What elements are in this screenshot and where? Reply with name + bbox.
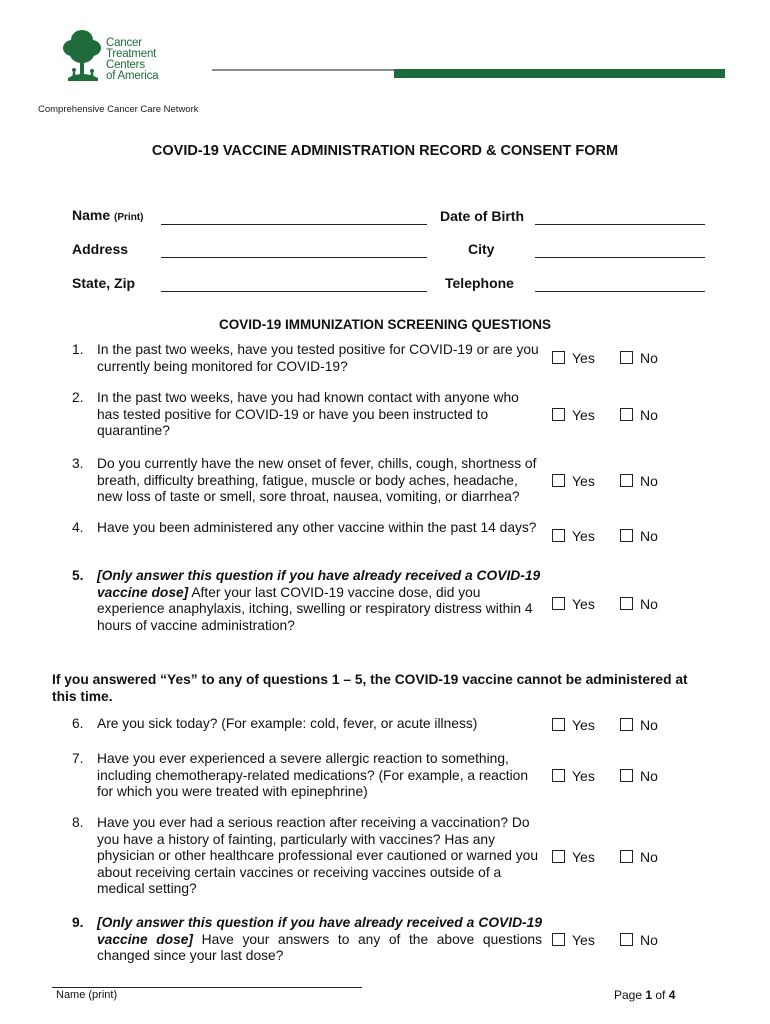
checkbox-icon[interactable]: [620, 933, 633, 946]
telephone-field[interactable]: [535, 291, 705, 292]
city-label: City: [468, 241, 495, 257]
form-title: COVID-19 VACCINE ADMINISTRATION RECORD & CONSENT FORM: [151, 143, 619, 159]
no-label: No: [640, 528, 658, 544]
question-6: [72, 716, 552, 734]
question-8-yes[interactable]: [552, 849, 595, 865]
no-label: No: [640, 350, 658, 366]
header-rule-thick: [394, 69, 725, 78]
question-8: [72, 815, 552, 899]
dob-field[interactable]: [535, 224, 705, 225]
checkbox-icon[interactable]: [620, 351, 633, 364]
checkbox-icon[interactable]: [620, 408, 633, 421]
no-label: No: [640, 717, 658, 733]
name-label-hint: (Print): [114, 212, 144, 223]
tree-logo-icon: [62, 26, 104, 84]
question-number: 4.: [72, 520, 84, 535]
question-2-yes[interactable]: [552, 407, 595, 423]
logo-line-3: Centers: [106, 59, 145, 71]
question-text: Have you ever had a serious reaction after receiving a vaccination? Do you have a history of fainting, particularly with vaccines? Has any physician or other healthcare professional ever cautioned or warned you about receiving certain vaccines or receiving vaccines outside of a medical setting?: [97, 815, 538, 896]
question-number: 3.: [72, 456, 84, 471]
question-2-no[interactable]: [620, 407, 658, 423]
no-label: No: [640, 596, 658, 612]
logo-line-1: Cancer: [106, 37, 142, 49]
yes-label: Yes: [572, 528, 595, 544]
name-label: [72, 207, 143, 223]
no-label: No: [640, 407, 658, 423]
page-prefix: Page: [614, 988, 646, 1002]
no-label: No: [640, 768, 658, 784]
page-total: 4: [668, 988, 676, 1002]
header-rule-thin: [212, 69, 394, 71]
question-7-yes[interactable]: [552, 768, 595, 784]
page-indicator: [614, 988, 675, 1002]
question-text: Have you been administered any other vaccine within the past 14 days?: [97, 520, 537, 535]
name-label-text: Name: [72, 207, 111, 223]
logo-wordmark: [106, 38, 158, 82]
checkbox-icon[interactable]: [620, 474, 633, 487]
state-zip-field[interactable]: [161, 291, 427, 292]
question-9: [72, 915, 552, 965]
checkbox-icon[interactable]: [552, 529, 565, 542]
checkbox-icon[interactable]: [552, 597, 565, 610]
question-number: 8.: [72, 815, 84, 830]
checkbox-icon[interactable]: [620, 529, 633, 542]
question-4-yes[interactable]: [552, 528, 595, 544]
question-text: Are you sick today? (For example: cold, fever, or acute illness): [97, 716, 478, 731]
yes-label: Yes: [572, 717, 595, 733]
checkbox-icon[interactable]: [620, 597, 633, 610]
question-6-yes[interactable]: [552, 717, 595, 733]
no-label: No: [640, 473, 658, 489]
question-2: [72, 390, 552, 440]
question-7: [72, 751, 552, 801]
checkbox-icon[interactable]: [552, 718, 565, 731]
checkbox-icon[interactable]: [620, 718, 633, 731]
dob-label: Date of Birth: [440, 208, 524, 224]
question-text: In the past two weeks, have you tested positive for COVID-19 or are you currently being monitored for COVID-19?: [97, 342, 539, 374]
question-5-yes[interactable]: [552, 596, 595, 612]
network-tagline: Comprehensive Cancer Care Network: [38, 104, 199, 115]
yes-label: Yes: [572, 350, 595, 366]
page-number: 1: [645, 988, 653, 1002]
question-1-yes[interactable]: [552, 350, 595, 366]
no-label: No: [640, 932, 658, 948]
question-9-no[interactable]: [620, 932, 658, 948]
question-text: Have your answers to any of the above questions changed since your last dose?: [97, 931, 542, 963]
footer-name-line[interactable]: [52, 987, 362, 988]
question-3-no[interactable]: [620, 473, 658, 489]
state-zip-label: State, Zip: [72, 275, 136, 291]
checkbox-icon[interactable]: [552, 474, 565, 487]
question-number: 9.: [72, 915, 84, 930]
question-1-no[interactable]: [620, 350, 658, 366]
question-number: 2.: [72, 390, 84, 405]
question-8-no[interactable]: [620, 849, 658, 865]
checkbox-icon[interactable]: [552, 351, 565, 364]
question-text: In the past two weeks, have you had known contact with anyone who has tested positive for COVID-19 or have you been instructed to quarantine?: [97, 390, 519, 438]
question-4: [72, 520, 552, 554]
checkbox-icon[interactable]: [552, 408, 565, 421]
question-5: [72, 568, 552, 634]
question-emphasis: [Only answer this question if you have already received a COVID-19 vaccine dose]: [97, 915, 542, 947]
question-3: [72, 456, 552, 506]
question-emphasis: [Only answer this question if you have already received a COVID-19 vaccine dose]: [97, 568, 541, 600]
checkbox-icon[interactable]: [620, 850, 633, 863]
city-field[interactable]: [535, 257, 705, 258]
telephone-label: Telephone: [445, 275, 514, 291]
yes-label: Yes: [572, 849, 595, 865]
yes-label: Yes: [572, 407, 595, 423]
question-5-no[interactable]: [620, 596, 658, 612]
logo-line-2: Treatment: [106, 48, 157, 60]
address-label: Address: [72, 241, 129, 257]
footer-name-label: Name (print): [56, 989, 118, 1001]
question-4-no[interactable]: [620, 528, 658, 544]
question-number: 7.: [72, 751, 84, 766]
question-1: [72, 342, 552, 376]
yes-label: Yes: [572, 473, 595, 489]
page-of: of: [652, 988, 669, 1002]
logo-line-4: of America: [106, 70, 159, 82]
checkbox-icon[interactable]: [552, 933, 565, 946]
address-field[interactable]: [161, 257, 427, 258]
question-3-yes[interactable]: [552, 473, 595, 489]
question-text: Have you ever experienced a severe allergic reaction to something, including chemotherapy-related medications? (For example, a reaction for which you were treated with epinephrine): [97, 751, 528, 799]
no-label: No: [640, 849, 658, 865]
checkbox-icon[interactable]: [552, 850, 565, 863]
yes-label: Yes: [572, 932, 595, 948]
question-number: 5.: [72, 568, 84, 583]
yes-label: Yes: [572, 596, 595, 612]
question-text: Do you currently have the new onset of fever, chills, cough, shortness of breath, difficulty breathing, fatigue, muscle or body aches, headache, new loss of taste or smell, sore throat, nausea, vomiting, or diarrhea?: [97, 456, 537, 504]
yes-label: Yes: [572, 768, 595, 784]
question-9-yes[interactable]: [552, 932, 595, 948]
checkbox-icon[interactable]: [620, 769, 633, 782]
question-text: After your last COVID-19 vaccine dose, did you experience anaphylaxis, itching, swelling or respiratory distress within 4 hours of vaccine administration?: [97, 584, 533, 633]
name-field[interactable]: [161, 224, 427, 225]
warning-notice: If you answered “Yes” to any of questions 1 – 5, the COVID-19 vaccine cannot be administered at this time.: [52, 672, 688, 704]
question-7-no[interactable]: [620, 768, 658, 784]
question-number: 6.: [72, 716, 84, 731]
screening-section-title: COVID-19 IMMUNIZATION SCREENING QUESTIONS: [218, 317, 552, 332]
checkbox-icon[interactable]: [552, 769, 565, 782]
question-number: 1.: [72, 342, 84, 357]
question-6-no[interactable]: [620, 717, 658, 733]
